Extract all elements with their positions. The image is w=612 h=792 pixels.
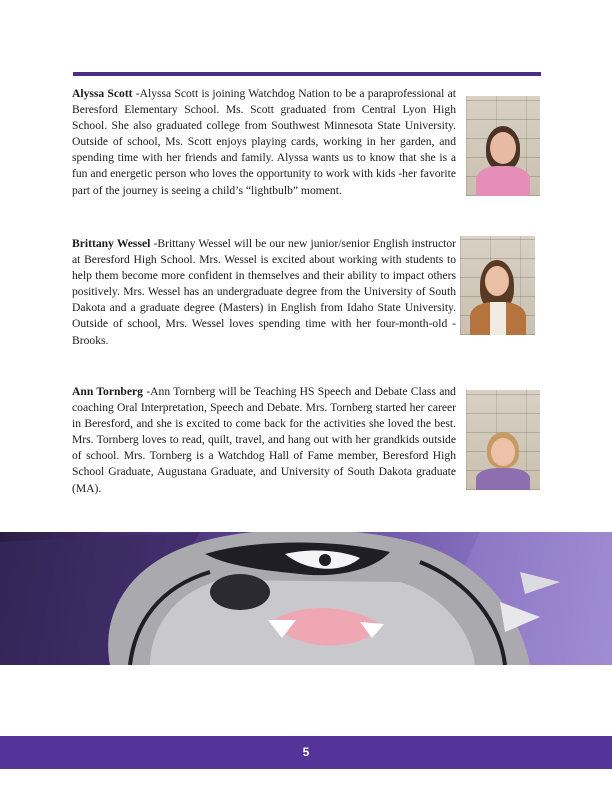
bio-name: Ann Tornberg — [72, 385, 143, 398]
bio-ann-tornberg — [72, 384, 456, 497]
bio-name: Alyssa Scott — [72, 87, 133, 100]
photo-alyssa-scott — [466, 96, 540, 196]
bio-name: Brittany Wessel — [72, 237, 151, 250]
bio-brittany-wessel — [72, 236, 456, 349]
bio-text: -Brittany Wessel will be our new junior/senior English instructor at Beresford High School. Mrs. Wessel is excited about working with students to help them become more confident in themselves and their ability to impact others positively. Mrs. Wessel has an undergraduate degree from the University of South Dakota and a graduate degree (Masters) in English from Idaho State University. Outside of school, Mrs. Wessel loves spending time with her four-month-old -Brooks. — [72, 237, 456, 347]
bulldog-mascot-banner — [0, 532, 612, 665]
page-number: 5 — [302, 745, 310, 759]
bulldog-mascot-illustration — [0, 532, 612, 665]
bio-alyssa-scott — [72, 86, 456, 199]
bio-text: -Ann Tornberg will be Teaching HS Speech and Debate Class and coaching Oral Interpretation, Speech and Debate. Mrs. Tornberg started her career in Beresford, and she is excited to come back for the activities she loved the best. Mrs. Tornberg loves to read, quilt, travel, and hang out with her grandkids outside of school. Mrs. Tornberg is a Watchdog Hall of Fame member, Beresford High School Graduate, Augustana Graduate, and University of South Dakota graduate (MA). — [72, 385, 456, 495]
top-divider — [73, 72, 541, 76]
photo-brittany-wessel — [460, 236, 535, 335]
bio-text: -Alyssa Scott is joining Watchdog Nation to be a paraprofessional at Beresford Elementary School. Ms. Scott graduated from Central Lyon High School. She also graduated college from Southwest Minnesota State University. Outside of school, Ms. Scott enjoys playing cards, working in her garden, and spending time with her friends and family. Alyssa wants us to know that she is a fun and energetic person who loves the opportunity to work with kids -her favorite part of the journey is seeing a child’s “lightbulb” moment. — [72, 87, 456, 197]
photo-ann-tornberg — [466, 390, 540, 490]
